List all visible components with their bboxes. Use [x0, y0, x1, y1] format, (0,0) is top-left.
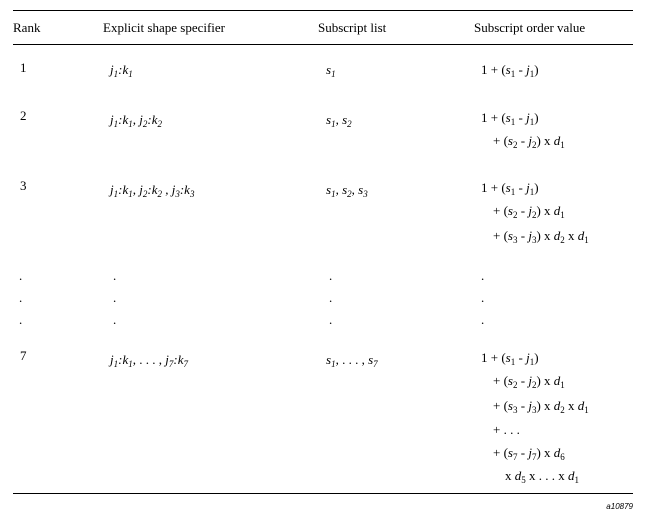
row-3-order-line-2: + $(s_2 - j_2)$ x $d_1$: [493, 203, 565, 220]
row-2-subscripts: $s_1$, $s_2$: [326, 112, 352, 129]
header-rank: Rank: [13, 20, 41, 35]
row-7-subscripts: $s_1$, . . . , $s_7$: [326, 352, 378, 369]
row-7-shape: $j_1:k_1$, . . . , $j_7:k_7$: [110, 352, 188, 369]
row-7-order-line-1: $1 + (s_1 - j_1)$: [481, 350, 539, 367]
row-7-order-line-5: + $(s_7 - j_7)$ x $d_6$: [493, 445, 565, 462]
row-3-order-line-1: $1 + (s_1 - j_1)$: [481, 180, 539, 197]
row-7-order-line-2: + $(s_2 - j_2)$ x $d_1$: [493, 373, 565, 390]
row-1-subscripts: $s_1$: [326, 62, 336, 79]
row-7-order-line-3: + $(s_3 - j_3)$ x $d_2$ x $d_1$: [493, 398, 589, 415]
row-7-rank: 7: [20, 348, 27, 363]
row-3-rank: 3: [20, 178, 27, 193]
row-2-rank: 2: [20, 108, 27, 123]
top-rule: [13, 10, 633, 11]
row-3-order-line-3: + $(s_3 - j_3)$ x $d_2$ x $d_1$: [493, 228, 589, 245]
header-subscript: Subscript list: [318, 20, 387, 35]
row-7-order-line-4: + . . .: [493, 422, 520, 437]
header-shape: Explicit shape specifier: [103, 20, 226, 35]
row-2-order-line-2: + $(s_2 - j_2)$ x $d_1$: [493, 133, 565, 150]
row-1-order: $1 + (s_1 - j_1)$: [481, 62, 539, 79]
row-1-rank: 1: [20, 60, 27, 75]
header-rule: [13, 44, 633, 45]
row-1-shape: $j_1:k_1$: [110, 62, 133, 79]
header-order: Subscript order value: [474, 20, 586, 35]
row-2-order-line-1: $1 + (s_1 - j_1)$: [481, 110, 539, 127]
row-2-shape: $j_1:k_1$, $j_2:k_2$: [110, 112, 162, 129]
bottom-rule: [13, 493, 633, 494]
row-3-subscripts: $s_1$, $s_2$, $s_3$: [326, 182, 368, 199]
row-7-order-line-6: x $d_5$ x . . . x $d_1$: [505, 468, 579, 485]
row-3-shape: $j_1:k_1$, $j_2:k_2$ , $j_3:k_3$: [110, 182, 195, 199]
figure-reference-id: a10879: [606, 502, 633, 511]
